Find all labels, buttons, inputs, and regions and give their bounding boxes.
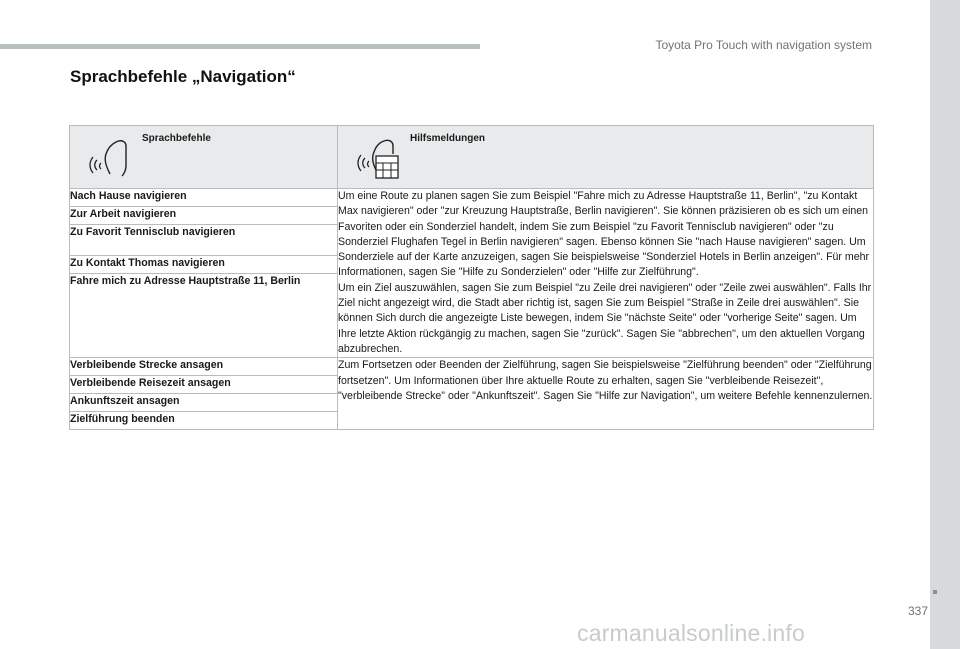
help-cell: Um eine Route zu planen sagen Sie zum Beispiel "Fahre mich zu Adresse Hauptstraße 11, Berlin", "zu Kontakt Max navigieren" oder "zur Kreuzung Hauptstraße, Berlin navigieren". Sie können präzisieren ob es sich um einen Favoriten oder ein Sonderziel handelt, indem Sie zum Beispiel "zu Favorit Tennisclub navigieren" oder "zu Sonderziel Flughafen Tegel in Berlin navigieren" sagen. Ebenso können Sie "nach Hause navigieren" sagen. Um Sonderziele auf der Karte anzuzeigen, sagen Sie beispielsweise "Sonderziel Hotels in Berlin anzeigen". Für mehr Informationen, sagen Sie "Hilfe zu Sonderzielen" oder "Hilfe zur Zielführung". Um ein Ziel auszuwählen, sagen Sie zum Beispiel "zu Zeile drei navigieren" oder "Zeile zwei auswählen". Falls Ihr Ziel nicht angezeigt wird, die Stadt aber richtig ist, sagen Sie zum Beispiel "Straße in Zeile drei auswählen". Sie können Sich durch die angezeigte Liste bewegen, indem Sie "nächste Seite" oder "vorherige Seite" sagen. Um Ihre letzte Aktion rückgängig zu machen, sagen Sie "zurück". Sagen Sie "abbrechen", um den aktuellen Vorgang abzubrechen. <box>338 189 874 358</box>
page-marker <box>933 590 937 594</box>
table-row <box>70 358 874 376</box>
header-rule <box>0 44 480 49</box>
page-title: Sprachbefehle „Navigation“ <box>70 67 296 86</box>
voice-screen-icon <box>356 136 406 184</box>
voice-commands-table <box>69 125 874 430</box>
command-cell: Zu Favorit Tennisclub navigieren <box>70 225 338 256</box>
watermark: carmanualsonline.info <box>577 620 805 646</box>
voice-hand-icon <box>88 136 136 180</box>
command-cell: Ankunftszeit ansagen <box>70 394 338 412</box>
command-cell: Zur Arbeit navigieren <box>70 207 338 225</box>
help-cell: Zum Fortsetzen oder Beenden der Zielführung, sagen Sie beispielsweise "Zielführung beenden" oder "Zielführung fortsetzen". Um Informationen über Ihre aktuelle Route zu erhalten, sagen Sie "verbleibende Reisezeit", "verbleibende Strecke" oder "Ankunftszeit". Sagen Sie "Hilfe zur Navigation", um weitere Befehle kennenzulernen. <box>338 358 874 430</box>
command-cell: Fahre mich zu Adresse Hauptstraße 11, Berlin <box>70 274 338 358</box>
table-row <box>70 189 874 207</box>
command-cell: Verbleibende Reisezeit ansagen <box>70 376 338 394</box>
table-header-row <box>70 126 874 189</box>
header-label-help: Hilfsmeldungen <box>410 133 486 144</box>
header-cell-help <box>338 126 874 189</box>
command-cell: Nach Hause navigieren <box>70 189 338 207</box>
page-number: 337 <box>907 604 928 618</box>
header-label-commands: Sprachbefehle <box>142 133 211 144</box>
command-cell: Verbleibende Strecke ansagen <box>70 358 338 376</box>
command-cell: Zu Kontakt Thomas navigieren <box>70 256 338 274</box>
side-band <box>930 0 960 649</box>
command-cell: Zielführung beenden <box>70 412 338 430</box>
header-cell-commands <box>70 126 338 189</box>
running-title: Toyota Pro Touch with navigation system <box>655 38 872 52</box>
